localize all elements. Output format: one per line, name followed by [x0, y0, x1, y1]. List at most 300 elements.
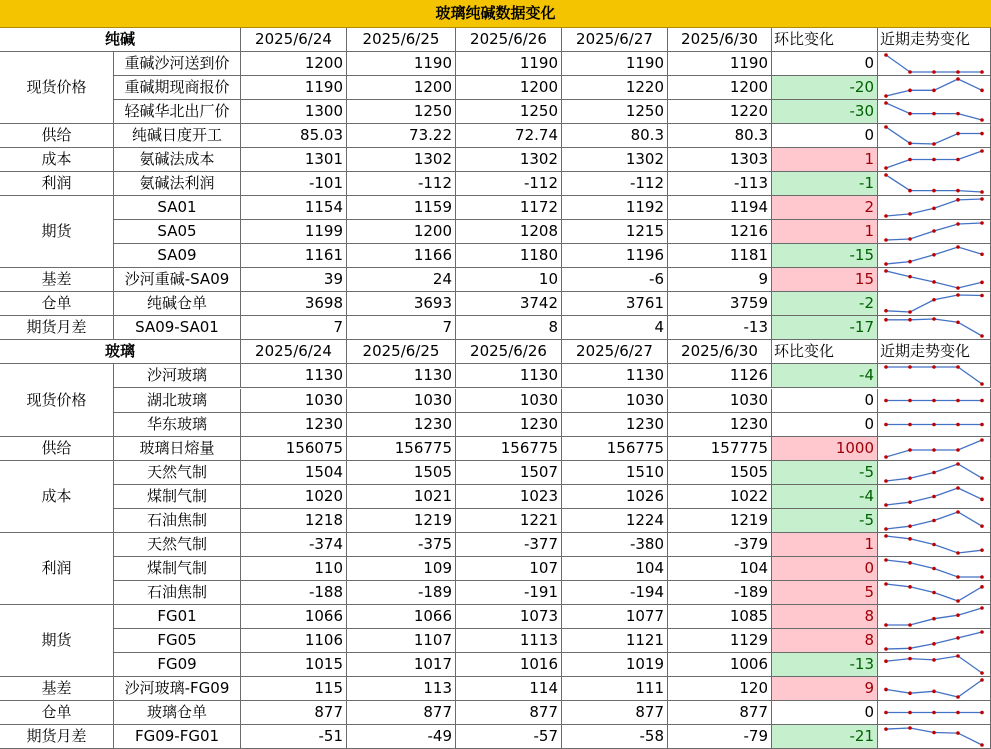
trend-cell — [878, 389, 991, 413]
value-cell: 1190 — [668, 52, 772, 76]
item-label: 重碱沙河送到价 — [114, 52, 241, 76]
value-cell: 1030 — [456, 389, 562, 413]
group-label: 基差 — [0, 268, 114, 292]
value-cell: -374 — [241, 533, 347, 557]
sparkline-point — [980, 398, 984, 402]
sparkline-point — [956, 695, 960, 699]
trend-cell — [878, 76, 991, 100]
sparkline-point — [932, 158, 936, 162]
value-cell: 1130 — [562, 364, 668, 388]
trend-sparkline — [878, 725, 990, 748]
date-header: 2025/6/24 — [241, 340, 347, 364]
sparkline-point — [884, 422, 888, 426]
item-label: SA09 — [114, 244, 241, 268]
value-cell: 1006 — [668, 653, 772, 677]
value-cell: 1130 — [456, 364, 562, 388]
change-cell: 0 — [772, 701, 878, 725]
value-cell: 1066 — [347, 605, 456, 629]
trend-cell — [878, 725, 991, 749]
date-header: 2025/6/26 — [456, 340, 562, 364]
value-cell: 1121 — [562, 629, 668, 653]
trend-sparkline — [878, 629, 990, 652]
sparkline-point — [884, 214, 888, 218]
sparkline-point — [908, 691, 912, 695]
value-cell: 1113 — [456, 629, 562, 653]
section-header: 纯碱 — [0, 28, 241, 52]
sparkline-point — [908, 189, 912, 193]
trend-cell — [878, 557, 991, 581]
item-label: 轻碱华北出厂价 — [114, 100, 241, 124]
sparkline-point — [908, 657, 912, 661]
trend-cell — [878, 292, 991, 316]
value-cell: 115 — [241, 677, 347, 701]
sparkline-line — [886, 680, 982, 697]
trend-cell — [878, 316, 991, 340]
sparkline-point — [956, 198, 960, 202]
value-cell: 1250 — [456, 100, 562, 124]
trend-cell — [878, 413, 991, 437]
value-cell: -191 — [456, 581, 562, 605]
date-header: 2025/6/27 — [562, 28, 668, 52]
item-label: 天然气制 — [114, 461, 241, 485]
change-header: 环比变化 — [772, 340, 878, 364]
item-label: 玻璃日熔量 — [114, 437, 241, 461]
item-label: FG09 — [114, 653, 241, 677]
item-label: 沙河重碱-SA09 — [114, 268, 241, 292]
value-cell: 1190 — [456, 52, 562, 76]
value-cell: 1224 — [562, 509, 668, 533]
trend-sparkline — [878, 437, 990, 460]
value-cell: 9 — [668, 268, 772, 292]
sparkline-point — [980, 118, 984, 122]
sparkline-point — [956, 462, 960, 466]
value-cell: 1030 — [562, 389, 668, 413]
group-label: 利润 — [0, 533, 114, 605]
value-cell: 1216 — [668, 220, 772, 244]
sparkline-point — [884, 534, 888, 538]
section-header: 玻璃 — [0, 340, 241, 364]
value-cell: 877 — [347, 701, 456, 725]
value-cell: 1215 — [562, 220, 668, 244]
group-label: 成本 — [0, 148, 114, 172]
value-cell: 1301 — [241, 148, 347, 172]
change-cell: 1000 — [772, 437, 878, 461]
value-cell: 3693 — [347, 292, 456, 316]
trend-sparkline — [878, 76, 990, 99]
value-cell: 1107 — [347, 629, 456, 653]
value-cell: -375 — [347, 533, 456, 557]
value-cell: 85.03 — [241, 124, 347, 148]
value-cell: -194 — [562, 581, 668, 605]
sparkline-point — [908, 448, 912, 452]
sparkline-point — [908, 311, 912, 315]
change-cell: 0 — [772, 389, 878, 413]
sparkline-point — [932, 189, 936, 193]
trend-sparkline — [878, 148, 990, 171]
trend-cell — [878, 629, 991, 653]
trend-cell — [878, 605, 991, 629]
sparkline-point — [884, 173, 888, 177]
sparkline-point — [932, 253, 936, 257]
trend-cell — [878, 52, 991, 76]
value-cell: 3698 — [241, 292, 347, 316]
sparkline-point — [884, 503, 888, 507]
value-cell: 73.22 — [347, 124, 456, 148]
value-cell: 120 — [668, 677, 772, 701]
sparkline-point — [956, 158, 960, 162]
change-cell: 15 — [772, 268, 878, 292]
trend-cell — [878, 220, 991, 244]
change-cell: 9 — [772, 677, 878, 701]
trend-cell — [878, 509, 991, 533]
sparkline-point — [908, 500, 912, 504]
change-cell: 0 — [772, 413, 878, 437]
value-cell: 1230 — [347, 413, 456, 437]
value-cell: 24 — [347, 268, 456, 292]
value-cell: -379 — [668, 533, 772, 557]
value-cell: 157775 — [668, 437, 772, 461]
group-label: 期货月差 — [0, 316, 114, 340]
sparkline-point — [908, 158, 912, 162]
sparkline-point — [980, 253, 984, 257]
sparkline-point — [980, 606, 984, 610]
item-label: 煤制气制 — [114, 485, 241, 509]
value-cell: 1505 — [668, 461, 772, 485]
value-cell: 1130 — [347, 364, 456, 388]
sparkline-point — [884, 455, 888, 459]
trend-sparkline — [878, 172, 990, 195]
sparkline-point — [884, 318, 888, 322]
sparkline-line — [886, 367, 982, 384]
change-cell: -21 — [772, 725, 878, 749]
sparkline-point — [956, 222, 960, 226]
date-header: 2025/6/30 — [668, 340, 772, 364]
sparkline-point — [932, 448, 936, 452]
value-cell: 1085 — [668, 605, 772, 629]
change-cell: -30 — [772, 100, 878, 124]
value-cell: 72.74 — [456, 124, 562, 148]
trend-cell — [878, 581, 991, 605]
value-cell: 1073 — [456, 605, 562, 629]
value-cell: 1230 — [668, 413, 772, 437]
sparkline-point — [932, 542, 936, 546]
sparkline-point — [980, 743, 984, 747]
sparkline-point — [980, 383, 984, 387]
value-cell: 10 — [456, 268, 562, 292]
value-cell: -13 — [668, 316, 772, 340]
value-cell: -101 — [241, 172, 347, 196]
sheet-title: 玻璃纯碱数据变化 — [0, 0, 991, 28]
trend-sparkline — [878, 485, 990, 508]
sparkline-line — [886, 271, 982, 288]
sparkline-point — [932, 89, 936, 93]
trend-sparkline — [878, 605, 990, 628]
value-cell: 1250 — [562, 100, 668, 124]
item-label: 玻璃仓单 — [114, 701, 241, 725]
group-label: 期货 — [0, 605, 114, 677]
sparkline-point — [980, 132, 984, 136]
trend-cell — [878, 485, 991, 509]
value-cell: 1166 — [347, 244, 456, 268]
sparkline-point — [932, 642, 936, 646]
sparkline-point — [956, 294, 960, 298]
trend-sparkline — [878, 701, 990, 724]
value-cell: 1219 — [668, 509, 772, 533]
value-cell: 1020 — [241, 485, 347, 509]
sparkline-point — [956, 287, 960, 291]
value-cell: 1219 — [347, 509, 456, 533]
trend-cell — [878, 701, 991, 725]
sparkline-point — [956, 70, 960, 74]
value-cell: 1220 — [562, 76, 668, 100]
item-label: FG09-FG01 — [114, 725, 241, 749]
value-cell: 1504 — [241, 461, 347, 485]
change-cell: -17 — [772, 316, 878, 340]
sparkline-point — [908, 318, 912, 322]
sparkline-point — [956, 599, 960, 603]
sparkline-point — [980, 335, 984, 339]
change-cell: 1 — [772, 148, 878, 172]
value-cell: 1303 — [668, 148, 772, 172]
sparkline-point — [884, 623, 888, 627]
change-cell: -4 — [772, 364, 878, 388]
value-cell: 1190 — [347, 52, 456, 76]
sparkline-point — [884, 94, 888, 98]
sparkline-point — [980, 678, 984, 682]
value-cell: 1019 — [562, 653, 668, 677]
change-cell: 0 — [772, 124, 878, 148]
sparkline-line — [886, 127, 982, 144]
value-cell: 8 — [456, 316, 562, 340]
value-cell: -79 — [668, 725, 772, 749]
sparkline-point — [956, 636, 960, 640]
sparkline-point — [932, 518, 936, 522]
value-cell: 7 — [347, 316, 456, 340]
trend-cell — [878, 653, 991, 677]
change-cell: -5 — [772, 509, 878, 533]
value-cell: 1172 — [456, 196, 562, 220]
trend-header: 近期走势变化 — [878, 340, 991, 364]
change-cell: 8 — [772, 605, 878, 629]
sparkline-point — [908, 366, 912, 370]
value-cell: 1218 — [241, 509, 347, 533]
sparkline-point — [956, 551, 960, 555]
sparkline-line — [886, 79, 982, 96]
sparkline-point — [908, 524, 912, 528]
value-cell: -6 — [562, 268, 668, 292]
value-cell: -112 — [562, 172, 668, 196]
value-cell: 107 — [456, 557, 562, 581]
sparkline-point — [908, 112, 912, 116]
trend-sparkline — [878, 100, 990, 123]
trend-sparkline — [878, 244, 990, 267]
item-label: FG05 — [114, 629, 241, 653]
trend-sparkline — [878, 124, 990, 147]
sparkline-point — [980, 575, 984, 579]
trend-cell — [878, 677, 991, 701]
trend-sparkline — [878, 533, 990, 556]
sparkline-point — [908, 237, 912, 241]
change-cell: 8 — [772, 629, 878, 653]
item-label: 石油焦制 — [114, 581, 241, 605]
item-label: 沙河玻璃 — [114, 364, 241, 388]
change-cell: -15 — [772, 244, 878, 268]
item-label: 湖北玻璃 — [114, 389, 241, 413]
sparkline-point — [884, 309, 888, 313]
value-cell: 877 — [668, 701, 772, 725]
sparkline-point — [932, 318, 936, 322]
sparkline-point — [980, 630, 984, 634]
sparkline-point — [956, 486, 960, 490]
value-cell: -377 — [456, 533, 562, 557]
value-cell: 1106 — [241, 629, 347, 653]
item-label: SA09-SA01 — [114, 316, 241, 340]
sparkline-point — [908, 398, 912, 402]
date-header: 2025/6/25 — [347, 340, 456, 364]
change-cell: 1 — [772, 533, 878, 557]
group-label: 仓单 — [0, 701, 114, 725]
value-cell: 1200 — [456, 76, 562, 100]
sparkline-point — [908, 142, 912, 146]
sparkline-point — [980, 548, 984, 552]
sparkline-point — [884, 270, 888, 274]
trend-header: 近期走势变化 — [878, 28, 991, 52]
sparkline-point — [956, 132, 960, 136]
sparkline-line — [886, 55, 982, 72]
item-label: 氨碱法利润 — [114, 172, 241, 196]
sparkline-line — [886, 608, 982, 625]
value-cell: 1030 — [241, 389, 347, 413]
value-cell: 109 — [347, 557, 456, 581]
group-label: 基差 — [0, 677, 114, 701]
item-label: 石油焦制 — [114, 509, 241, 533]
sparkline-point — [980, 190, 984, 194]
value-cell: 104 — [562, 557, 668, 581]
sparkline-point — [908, 476, 912, 480]
sparkline-point — [956, 448, 960, 452]
change-cell: -1 — [772, 172, 878, 196]
sparkline-point — [980, 524, 984, 528]
value-cell: 80.3 — [668, 124, 772, 148]
sparkline-point — [932, 494, 936, 498]
value-cell: 80.3 — [562, 124, 668, 148]
sparkline-point — [956, 731, 960, 735]
trend-sparkline — [878, 461, 990, 484]
sparkline-point — [980, 497, 984, 501]
trend-cell — [878, 100, 991, 124]
item-label: 纯碱仓单 — [114, 292, 241, 316]
sparkline-point — [908, 585, 912, 589]
sparkline-point — [908, 646, 912, 650]
value-cell: 1194 — [668, 196, 772, 220]
sparkline-point — [932, 731, 936, 735]
sparkline-point — [908, 711, 912, 715]
value-cell: 1066 — [241, 605, 347, 629]
trend-sparkline — [878, 653, 990, 676]
value-cell: 1023 — [456, 485, 562, 509]
sparkline-point — [908, 537, 912, 541]
value-cell: 1505 — [347, 461, 456, 485]
date-header: 2025/6/24 — [241, 28, 347, 52]
group-label: 利润 — [0, 172, 114, 196]
sparkline-point — [980, 221, 984, 225]
value-cell: 1200 — [668, 76, 772, 100]
value-cell: 156075 — [241, 437, 347, 461]
sparkline-point — [932, 229, 936, 233]
sparkline-point — [884, 263, 888, 267]
value-cell: -113 — [668, 172, 772, 196]
value-cell: 1507 — [456, 461, 562, 485]
group-label: 供给 — [0, 124, 114, 148]
sparkline-point — [884, 125, 888, 129]
change-cell: 0 — [772, 52, 878, 76]
sparkline-point — [908, 89, 912, 93]
value-cell: 1022 — [668, 485, 772, 509]
value-cell: -380 — [562, 533, 668, 557]
sparkline-point — [980, 585, 984, 589]
sparkline-point — [932, 566, 936, 570]
sparkline-point — [956, 510, 960, 514]
sparkline-point — [932, 617, 936, 621]
group-label: 成本 — [0, 461, 114, 533]
value-cell: 156775 — [562, 437, 668, 461]
change-cell: -2 — [772, 292, 878, 316]
sparkline-point — [908, 212, 912, 216]
trend-cell — [878, 124, 991, 148]
value-cell: 1180 — [456, 244, 562, 268]
group-label: 现货价格 — [0, 364, 114, 436]
value-cell: 3761 — [562, 292, 668, 316]
sparkline-point — [884, 558, 888, 562]
trend-cell — [878, 461, 991, 485]
sparkline-point — [932, 689, 936, 693]
trend-cell — [878, 437, 991, 461]
value-cell: 1190 — [241, 76, 347, 100]
trend-cell — [878, 533, 991, 557]
change-header: 环比变化 — [772, 28, 878, 52]
trend-cell — [878, 268, 991, 292]
sparkline-point — [884, 527, 888, 531]
change-cell: 1 — [772, 220, 878, 244]
trend-sparkline — [878, 677, 990, 700]
value-cell: 1126 — [668, 364, 772, 388]
sparkline-point — [932, 280, 936, 284]
value-cell: 1302 — [456, 148, 562, 172]
value-cell: 1230 — [562, 413, 668, 437]
sparkline-point — [980, 197, 984, 201]
sparkline-point — [956, 112, 960, 116]
trend-cell — [878, 364, 991, 388]
change-cell: 0 — [772, 557, 878, 581]
trend-cell — [878, 148, 991, 172]
item-label: FG01 — [114, 605, 241, 629]
value-cell: 1159 — [347, 196, 456, 220]
sparkline-point — [908, 561, 912, 565]
value-cell: -188 — [241, 581, 347, 605]
trend-cell — [878, 244, 991, 268]
sparkline-line — [886, 295, 982, 312]
change-cell: 2 — [772, 196, 878, 220]
change-cell: -13 — [772, 653, 878, 677]
item-label: 氨碱法成本 — [114, 148, 241, 172]
value-cell: -51 — [241, 725, 347, 749]
item-label: 沙河玻璃-FG09 — [114, 677, 241, 701]
value-cell: 1302 — [562, 148, 668, 172]
trend-sparkline — [878, 509, 990, 532]
sparkline-point — [932, 70, 936, 74]
sparkline-point — [980, 711, 984, 715]
sparkline-point — [908, 422, 912, 426]
